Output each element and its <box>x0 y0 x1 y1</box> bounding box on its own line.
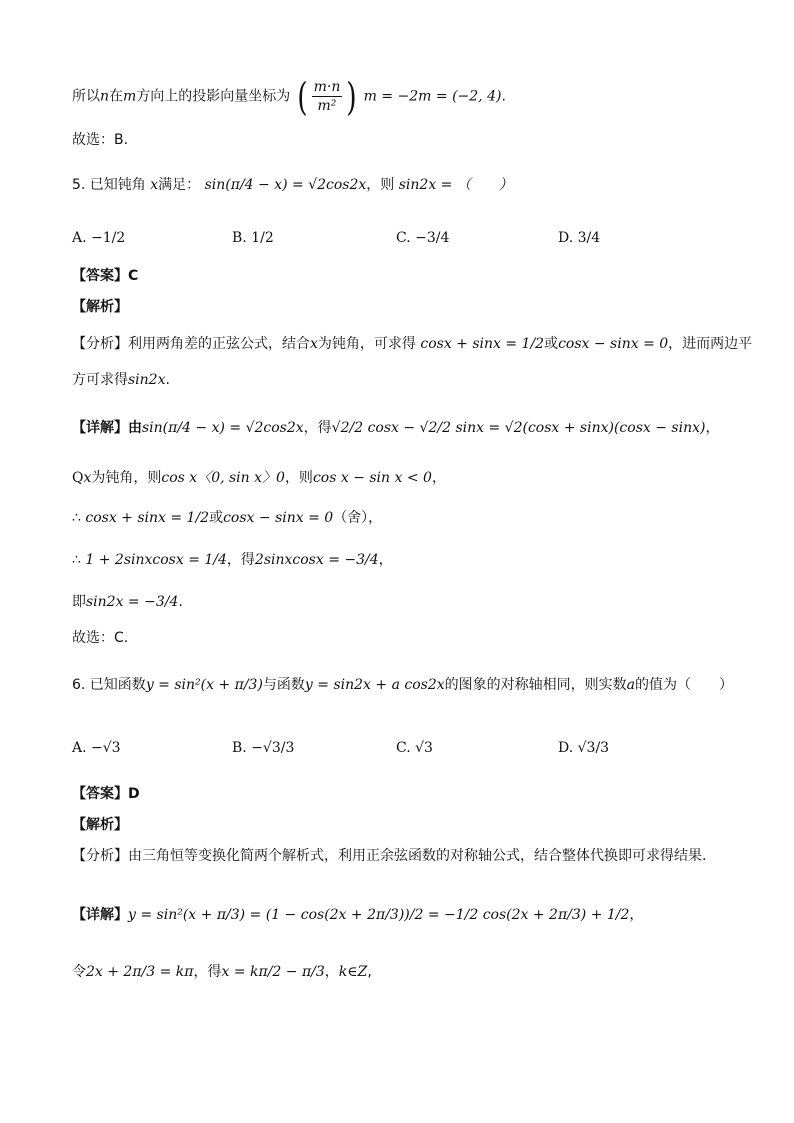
q6-detail-line2: 令2x + 2π/3 = kπ，得x = kπ/2 − π/3，k∈Z, <box>72 964 372 980</box>
q5-answer: 【答案】C <box>72 268 139 284</box>
q6-analysis-heading: 【解析】 <box>72 817 128 833</box>
q5-option-a: A. −1/2 <box>72 230 126 246</box>
q5-analysis-line1: 【分析】利用两角差的正弦公式，结合x为钝角，可求得 cosx + sinx = 1/2或cosx − sinx = 0，进而两边平 <box>72 336 753 352</box>
q5-option-b: B. 1/2 <box>232 230 274 246</box>
q6-option-d: D. √3/3 <box>558 740 610 756</box>
q6-option-a: A. −√3 <box>72 740 121 756</box>
q5-analysis-line2: 方可求得sin2x. <box>72 372 170 388</box>
q6-analysis: 【分析】由三角恒等变换化简两个解析式，利用正余弦函数的对称轴公式，结合整体代换即可求得结果. <box>72 848 707 864</box>
q6-option-b: B. −√3/3 <box>232 740 295 756</box>
q5-option-c: C. −3/4 <box>396 230 450 246</box>
projection-fraction: $\frac{m\cdot n}{\text{m²}}$ <box>313 79 341 114</box>
q5-detail-line3: ∴ cosx + sinx = 1/2或cosx − sinx = 0（舍）， <box>72 510 383 526</box>
q6-detail-line1: 【详解】y = sin²(x + π/3) = (1 − cos(2x + 2π/3))/2 = −1/2 cos(2x + 2π/3) + 1/2， <box>72 907 644 923</box>
q5-detail-line2: Qx为钝角，则cos x〈0, sin x〉0，则cos x − sin x < 0， <box>72 470 446 486</box>
select-c: 故选：C. <box>72 630 129 646</box>
select-b: 故选：B. <box>72 132 129 148</box>
vector-n: n <box>100 88 110 105</box>
projection-result: m = −2m = (−2, 4) <box>363 88 502 105</box>
q5-condition-eq: sin(π/4 − x) = √2cos2x <box>204 177 367 193</box>
q5-detail-line4: ∴ 1 + 2sinxcosx = 1/4，得2sinxcosx = −3/4， <box>72 552 393 568</box>
projection-line: 所以n在m方向上的投影向量坐标为 ( $\frac{m\cdot n}{\text{m²}}$ ) m = −2m = (−2, 4). <box>72 74 506 119</box>
q5-ask-eq: sin2x = （ ） <box>398 177 513 193</box>
vector-m: m <box>123 88 137 105</box>
q5-option-d: D. 3/4 <box>558 230 601 246</box>
q5-detail-line1: 【详解】由sin(π/4 − x) = √2cos2x，得√2/2 cosx − √2/2 sinx = √2(cosx + sinx)(cosx − sinx)， <box>72 420 720 436</box>
q5-analysis-heading: 【解析】 <box>72 299 128 315</box>
q6-option-c: C. √3 <box>396 740 433 756</box>
question-5-stem: 5. 已知钝角 x满足： sin(π/4 − x) = √2cos2x，则 sin2x = （ ） <box>72 177 513 193</box>
q6-answer: 【答案】D <box>72 786 140 802</box>
question-6-stem: 6. 已知函数y = sin²(x + π/3)与函数y = sin2x + a cos2x的图象的对称轴相同，则实数a的值为（ ） <box>72 677 733 693</box>
q5-detail-line5: 即sin2x = −3/4. <box>72 594 183 610</box>
